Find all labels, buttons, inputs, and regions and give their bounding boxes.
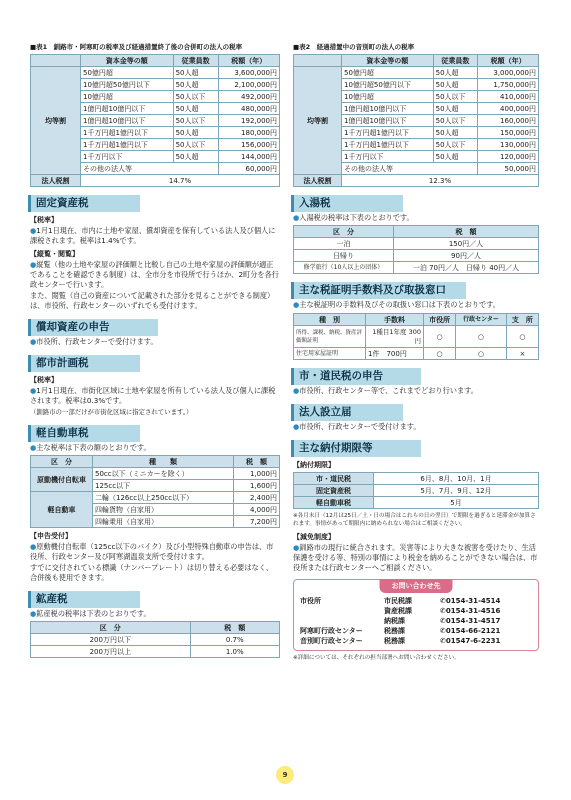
body-text <box>30 386 280 406</box>
section-title-depreciable: 償却資産の申告 <box>28 319 158 336</box>
table-cell: ○ <box>506 326 538 348</box>
table-cell: 50人超 <box>173 67 218 79</box>
section-title-bath: 入湯税 <box>291 195 403 212</box>
table-row <box>31 634 280 646</box>
phone-icon: ✆ <box>440 627 446 635</box>
contact-phone[interactable] <box>440 616 532 626</box>
table-cell: 1種目1年度 300円 <box>366 326 424 348</box>
table2-caption: ■表2 経過措置中の音別町の法人の税率 <box>293 43 415 51</box>
subheading: 【縦覧・閲覧】 <box>30 250 79 258</box>
table-cell: 四輪貨物（自家用） <box>93 504 234 516</box>
section-title-certificates: 主な税証明手数料及び取扱窓口 <box>291 282 466 299</box>
table2 <box>293 54 539 187</box>
table2-footer-value: 12.3% <box>342 175 539 187</box>
contact-office: 阿寒町行政センター <box>300 627 363 635</box>
table-header: 税 額 <box>190 622 279 634</box>
table-header: 税 額 <box>394 226 539 238</box>
text: 市役所、行政センターで受付けます。 <box>36 337 158 346</box>
bullet-icon: ● <box>30 609 37 618</box>
text: 市役所、行政センター等で、これまでどおり行います。 <box>299 386 478 395</box>
footnote: ※各月末日（12月は25日／土・日の場合はこれらの日の翌日）で期限を過ぎると延滞金が加算されます。事情があって期限内に納められない場合はご相談ください。 <box>293 513 536 527</box>
table-cell: 住宅用家屋証明 <box>294 348 366 360</box>
section-title-mineral: 鉱産税 <box>28 591 140 608</box>
bullet-icon: ● <box>293 300 300 309</box>
table-row <box>31 646 280 658</box>
table-cell: 1千万円以下 <box>342 151 434 163</box>
table-cell: 480,000円 <box>218 103 279 115</box>
bullet-icon: ● <box>30 260 37 269</box>
table-cell: ○ <box>424 348 456 360</box>
table-cell: 50人超 <box>173 79 218 91</box>
contact-phone[interactable] <box>440 626 532 636</box>
table-cell: 156,000円 <box>218 139 279 151</box>
text: 1月1日現在、市内に土地や家屋、償却資産を保有している法人及び個人に課税されます。税率は1.4%です。 <box>30 226 276 245</box>
bullet-icon: ● <box>30 542 37 551</box>
text: 釧路市の現行に統合されます。災害等により大きな被害を受けたり、生活保護を受ける等、特別の事情により税金を納めることができない場合は、市役所または行政センターへご相談ください。 <box>293 543 538 572</box>
table-cell: 1千万円超1億円以下 <box>342 139 434 151</box>
body-text <box>293 543 539 573</box>
light-vehicle-table <box>30 455 280 528</box>
table-group-label: 軽自動車 <box>31 492 93 528</box>
bullet-icon: ● <box>30 386 37 395</box>
table-cell: 50人以下 <box>433 139 478 151</box>
right-column <box>293 0 539 662</box>
table-group-label: 原動機付自転車 <box>31 468 93 492</box>
table-header: 行政センター <box>456 314 507 326</box>
contact-office: 市役所 <box>300 597 321 605</box>
bullet-icon: ● <box>30 337 37 346</box>
body-text <box>293 213 539 223</box>
body-text <box>30 542 280 562</box>
subheading: 【税率】 <box>30 376 58 384</box>
text: 市役所、行政センターで受付けます。 <box>299 422 421 431</box>
subheading: 【納付期限】 <box>293 461 335 469</box>
table-header: 種 類 <box>93 456 234 468</box>
page-number: 9 <box>276 766 294 784</box>
table-cell: ○ <box>424 326 456 348</box>
table-cell: 1,000円 <box>234 468 280 480</box>
table-cell: 50人以下 <box>173 115 218 127</box>
table1-header-blank <box>31 55 81 67</box>
table-cell: 1,750,000円 <box>478 79 539 91</box>
table-cell: 1千万円超1億円以下 <box>81 139 174 151</box>
table-cell: 160,000円 <box>478 115 539 127</box>
table-cell: 10億円超50億円以下 <box>342 79 434 91</box>
table-cell: 1.0% <box>190 646 279 658</box>
table-cell: 1千万円超1億円以下 <box>342 127 434 139</box>
table1-caption: ■表1 釧路市・阿寒町の税率及び経過措置終了後の合併町の法人の税率 <box>30 43 243 51</box>
body-text <box>293 300 539 310</box>
phone-icon: ✆ <box>440 637 446 645</box>
table-cell: 3,000,000円 <box>478 67 539 79</box>
table-cell: 50人以下 <box>173 139 218 151</box>
table-row <box>294 67 539 79</box>
table-row <box>294 473 539 485</box>
phone-number: 01547-6-2231 <box>445 637 501 645</box>
table-cell: 50人超 <box>433 67 478 79</box>
table-row <box>294 238 539 250</box>
table-cell: 50億円超 <box>81 67 174 79</box>
table-cell: 50人以下 <box>173 91 218 103</box>
bullet-icon: ● <box>293 422 300 431</box>
section-title-city-plan: 都市計画税 <box>28 355 140 372</box>
table-cell: 1億円超10億円以下 <box>81 115 174 127</box>
table-header: 税 額 <box>234 456 280 468</box>
table-row <box>294 250 539 262</box>
section-title-light-vehicle: 軽自動車税 <box>28 425 140 442</box>
table-cell: 60,000円 <box>218 163 279 175</box>
table-cell: 1千万円超1億円以下 <box>81 127 174 139</box>
table-cell: 2,400円 <box>234 492 280 504</box>
table-cell: 7,200円 <box>234 516 280 528</box>
phone-number: 0154-31-4516 <box>445 607 501 615</box>
table-cell: 10億円超 <box>342 91 434 103</box>
table2-group-label: 均等割 <box>294 67 342 175</box>
table-header: 手数料 <box>366 314 424 326</box>
table-cell: 軽自動車税 <box>294 497 374 509</box>
table-row <box>294 326 539 348</box>
table2-header: 税額（年） <box>478 55 539 67</box>
body-text <box>30 260 280 290</box>
bullet-icon: ● <box>293 386 300 395</box>
contact-dept: 税務課 <box>384 627 405 635</box>
phone-icon: ✆ <box>440 597 446 605</box>
table-cell: 200万円以上 <box>31 646 191 658</box>
table-cell: 修学旅行（10人以上の団体） <box>294 262 394 274</box>
table-cell: 50人超 <box>433 79 478 91</box>
table-row <box>294 485 539 497</box>
table-row <box>294 497 539 509</box>
table-header: 区 分 <box>294 226 394 238</box>
table-cell: 10億円超 <box>81 91 174 103</box>
section-title-corporate: 法人設立届 <box>291 404 403 421</box>
table-cell: 固定資産税 <box>294 485 374 497</box>
table-cell: その他の法人等 <box>81 163 219 175</box>
table-cell: 192,000円 <box>218 115 279 127</box>
table-cell: × <box>506 348 538 360</box>
text: 主な税率は下表の額のとおりです。 <box>36 443 151 452</box>
table-cell: 50億円超 <box>342 67 434 79</box>
table-cell: 1億円超10億円以下 <box>342 115 434 127</box>
section-title-resident-tax: 市・道民税の申告 <box>291 368 421 385</box>
table-cell: 一泊 <box>294 238 394 250</box>
table2-footer-label: 法人税割 <box>294 175 342 187</box>
table-cell: ○ <box>456 326 507 348</box>
phone-icon: ✆ <box>440 607 446 615</box>
body-text <box>30 443 280 453</box>
table-cell: 492,000円 <box>218 91 279 103</box>
text: 入湯税の税率は下表のとおりです。 <box>299 213 414 222</box>
table-cell: 二輪（126cc以上250cc以下） <box>93 492 234 504</box>
table1-header: 従業員数 <box>173 55 218 67</box>
table-cell: 50人超 <box>433 103 478 115</box>
body-text: また、閲覧（自己の資産について記載された部分を見ることができる制度）は、市役所、行政センターのいずれでも受付けます。 <box>30 291 275 310</box>
table-cell: その他の法人等 <box>342 163 478 175</box>
subheading: 【税率】 <box>30 216 58 224</box>
table-cell: 5月 <box>374 497 539 509</box>
contact-row <box>300 636 532 646</box>
contact-office: 音別町行政センター <box>300 637 363 645</box>
table1-header: 税額（年） <box>218 55 279 67</box>
contact-note: ※詳細については、それぞれの担当部署へお問い合わせください。 <box>293 655 460 661</box>
contact-dept: 税務課 <box>384 637 405 645</box>
table-cell: 144,000円 <box>218 151 279 163</box>
table-row <box>294 262 539 274</box>
table2-header: 従業員数 <box>433 55 478 67</box>
contact-row <box>300 616 532 626</box>
table-cell: 2,100,000円 <box>218 79 279 91</box>
table1-header: 資本金等の額 <box>81 55 174 67</box>
table-cell: 150円／人 <box>394 238 539 250</box>
table-row <box>294 348 539 360</box>
table-cell: 50人以下 <box>433 115 478 127</box>
text: 縦覧（他の土地や家屋の評価額と比較し自己の土地や家屋の評価額が適正であることを確認できる制度）は、全市分を市役所で行うほか、2町分を各行政センターで行います。 <box>30 260 279 289</box>
text: 鉱産税の税率は下表のとおりです。 <box>36 609 151 618</box>
table-cell: 50,000円 <box>478 163 539 175</box>
table-cell: 150,000円 <box>478 127 539 139</box>
body-text <box>30 226 280 246</box>
table-cell: 200万円以下 <box>31 634 191 646</box>
table-cell: 50人以下 <box>433 91 478 103</box>
table-cell: 1億円超10億円以下 <box>342 103 434 115</box>
contact-phone[interactable] <box>440 606 532 616</box>
table-cell: 10億円超50億円以下 <box>81 79 174 91</box>
table-cell: 1件 700円 <box>366 348 424 360</box>
table1-footer-value: 14.7% <box>81 175 280 187</box>
subheading: 【申告受付】 <box>30 532 72 540</box>
contact-office <box>300 606 384 616</box>
phone-number: 0154-31-4517 <box>445 617 501 625</box>
table1 <box>30 54 280 187</box>
table-cell: 1千万円以下 <box>81 151 174 163</box>
table-row <box>31 468 280 480</box>
table-cell: 400,000円 <box>478 103 539 115</box>
contact-row <box>300 606 532 616</box>
body-text: すでに交付されている標識（ナンバープレート）は切り替える必要はなく、合併後も使用できます。 <box>30 563 273 582</box>
contact-phone[interactable] <box>440 596 532 606</box>
contact-row <box>300 596 532 606</box>
table-cell: 50人超 <box>433 127 478 139</box>
table-cell: 3,600,000円 <box>218 67 279 79</box>
section-title-fixed-asset: 固定資産税 <box>28 195 140 212</box>
table-cell: 130,000円 <box>478 139 539 151</box>
text: 原動機付自転車（125cc以下のバイク）及び小型特殊自動車の申告は、市役所、行政センター及び阿寒湖温泉支所で受付けます。 <box>30 542 274 561</box>
table-header: 支 所 <box>506 314 538 326</box>
table-cell: 5月、7月、9月、12月 <box>374 485 539 497</box>
table-cell: 6月、8月、10月、1月 <box>374 473 539 485</box>
contact-phone[interactable] <box>440 636 532 646</box>
table-cell: 125cc以下 <box>93 480 234 492</box>
body-text <box>293 386 539 396</box>
table-cell: 市・道民税 <box>294 473 374 485</box>
table-row <box>294 175 539 187</box>
left-column <box>30 0 280 658</box>
table-cell: 50人超 <box>173 127 218 139</box>
phone-icon: ✆ <box>440 617 446 625</box>
contact-office <box>300 616 384 626</box>
contact-row <box>300 626 532 636</box>
due-dates-table <box>293 472 539 509</box>
table-row <box>31 492 280 504</box>
table-cell: 50人超 <box>173 103 218 115</box>
contact-dept: 市民税課 <box>384 597 412 605</box>
phone-number: 0154-31-4514 <box>445 597 501 605</box>
table-cell: 180,000円 <box>218 127 279 139</box>
body-note: （釧路市の一部だけが市街化区域に指定されています。） <box>30 408 193 416</box>
text: 主な税証明の手数料及びその取扱い窓口は下表のとおりです。 <box>299 300 500 309</box>
table-cell: 50cc以下（ミニカーを除く） <box>93 468 234 480</box>
table-header: 市役所 <box>424 314 456 326</box>
table-cell: 1億円超10億円以下 <box>81 103 174 115</box>
table-cell: 50人超 <box>433 151 478 163</box>
certificates-table <box>293 313 539 360</box>
body-text <box>30 609 280 619</box>
table-header: 区 分 <box>31 456 93 468</box>
table2-header: 資本金等の額 <box>342 55 434 67</box>
table-row <box>31 175 280 187</box>
contact-box <box>293 579 539 651</box>
bullet-icon: ● <box>293 543 300 552</box>
table1-footer-label: 法人税割 <box>31 175 81 187</box>
text: 1月1日現在、市街化区域に土地や家屋を所有している法人及び個人に課税されます。税率は0.3%です。 <box>30 386 276 405</box>
bath-table <box>293 225 539 274</box>
table-header: 種 別 <box>294 314 366 326</box>
table-cell: 0.7% <box>190 634 279 646</box>
bullet-icon: ● <box>30 443 37 452</box>
contact-dept: 資産税課 <box>384 607 412 615</box>
table-cell: 50人超 <box>173 151 218 163</box>
bullet-icon: ● <box>30 226 37 235</box>
subheading: 【減免制度】 <box>293 533 335 541</box>
table-cell: 一泊 70円／人 日帰り 40円／人 <box>394 262 539 274</box>
table2-header-blank <box>294 55 342 67</box>
table-header: 区 分 <box>31 622 191 634</box>
table-cell: 410,000円 <box>478 91 539 103</box>
table-cell: 90円／人 <box>394 250 539 262</box>
section-title-due-dates: 主な納付期限等 <box>291 440 421 457</box>
table-cell: 日帰り <box>294 250 394 262</box>
bullet-icon: ● <box>293 213 300 222</box>
table-cell: 所得、課税、納税、資産評価額証明 <box>294 326 366 348</box>
table-cell: 4,000円 <box>234 504 280 516</box>
table-cell: 1,600円 <box>234 480 280 492</box>
body-text <box>30 337 280 347</box>
table-cell: ○ <box>456 348 507 360</box>
table-row <box>31 67 280 79</box>
table-cell: 四輪乗用（自家用） <box>93 516 234 528</box>
table1-group-label: 均等割 <box>31 67 81 175</box>
mineral-table <box>30 621 280 658</box>
phone-number: 0154-66-2121 <box>445 627 501 635</box>
table-cell: 120,000円 <box>478 151 539 163</box>
contact-title: お問い合わせ先 <box>380 579 453 593</box>
body-text <box>293 422 539 432</box>
contact-dept: 納税課 <box>384 617 405 625</box>
